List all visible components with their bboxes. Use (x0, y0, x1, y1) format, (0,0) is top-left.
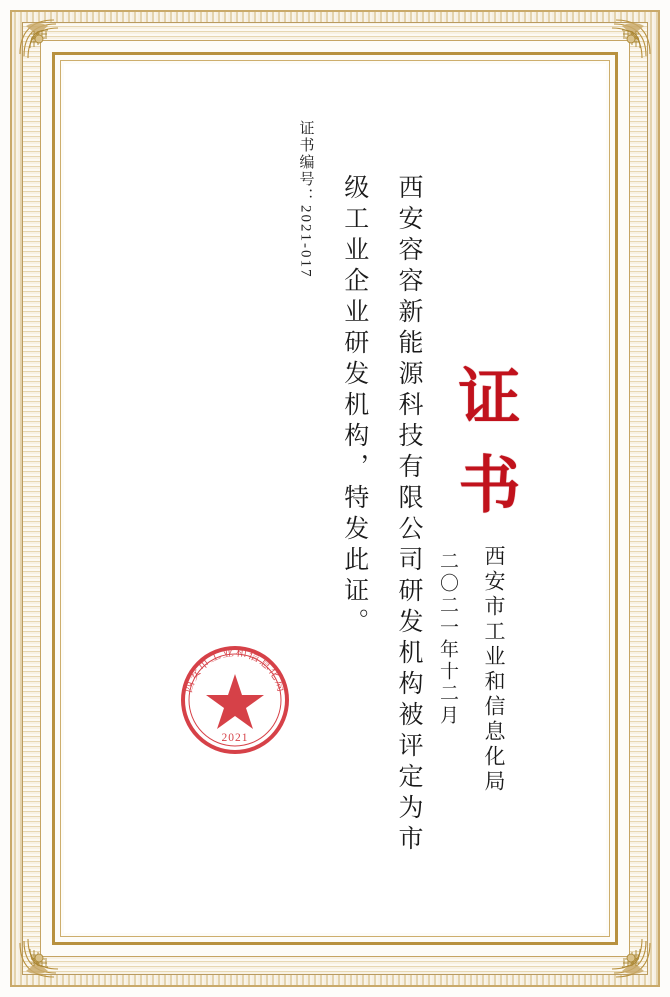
certificate-issue-date: 二〇二一年十二月 (437, 551, 458, 727)
certificate-body-line-1: 西安容容新能源科技有限公司研发机构被评定为市 (395, 174, 422, 856)
svg-text:2021: 2021 (221, 732, 249, 744)
certificate-signature-block (434, 545, 515, 795)
official-seal-icon (175, 640, 295, 760)
certificate-content (64, 64, 606, 933)
certificate-body-line-2: 级工业企业研发机构，特发此证。 (340, 174, 368, 639)
certificate-issuer: 西安市工业和信息化局 (482, 545, 506, 795)
svg-text:西安市工业和信息化局: 西安市工业和信息化局 (182, 646, 288, 695)
certificate-title: 证书 (449, 364, 517, 540)
certificate-serial-number: 证书编号：2021-017 (297, 120, 314, 279)
